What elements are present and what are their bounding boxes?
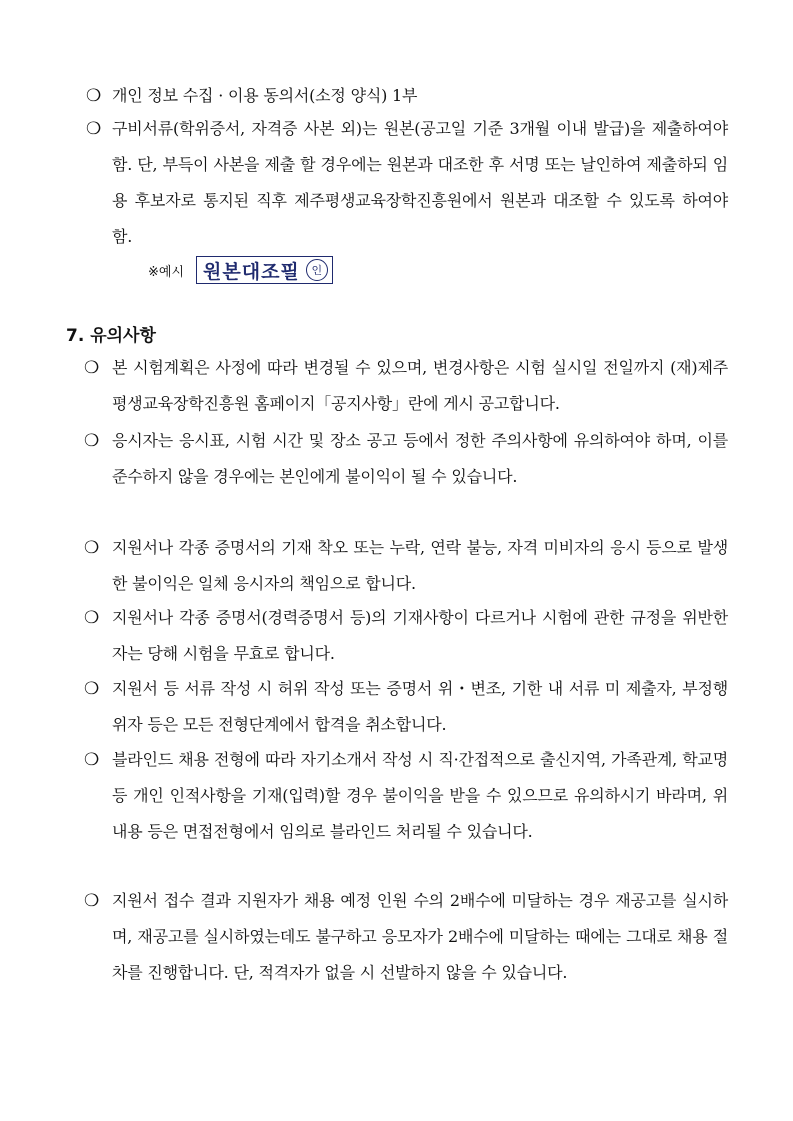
section-heading: 7. 유의사항 [66,326,156,346]
circle-bullet-icon: ❍ [84,608,100,628]
circle-bullet-icon: ❍ [84,538,100,558]
list-item [84,742,728,850]
item-text: 지원서나 각종 증명서(경력증명서 등)의 기재사항이 다르거나 시험에 관한 규정을 위반한 자는 당해 시험을 무효로 합니다. [112,608,728,663]
seal-icon: 인 [306,259,328,281]
circle-bullet-icon: ❍ [84,891,100,911]
item-text: 개인 정보 수집 · 이용 동의서(소정 양식) 1부 [112,86,418,105]
list-item [84,600,728,672]
item-text: 본 시험계획은 사정에 따라 변경될 수 있으며, 변경사항은 시험 실시일 전일까지 (재)제주평생교육장학진흥원 홈페이지「공지사항」란에 게시 공고합니다. [112,358,728,413]
example-label: ※예시 [148,264,185,280]
circle-bullet-icon: ❍ [86,119,102,139]
item-text: 블라인드 채용 전형에 따라 자기소개서 작성 시 직·간접적으로 출신지역, 가족관계, 학교명 등 개인 인적사항을 기재(입력)할 경우 불이익을 받을 수 있으므로 유의하시기 바라며, 위 내용 등은 면접전형에서 임의로 블라인드 처리될 수 있습니다. [112,750,728,841]
circle-bullet-icon: ❍ [84,431,100,451]
list-item [84,530,729,602]
list-item [86,78,728,114]
list-item [84,350,728,422]
item-text: 지원서 접수 결과 지원자가 채용 예정 인원 수의 2배수에 미달하는 경우 재공고를 실시하며, 재공고를 실시하였는데도 불구하고 응모자가 2배수에 미달하는 때에는 그대로 채용 절차를 진행합니다. 단, 적격자가 없을 시 선발하지 않을 수 있습니다. [112,891,728,982]
item-text: 지원서 등 서류 작성 시 허위 작성 또는 증명서 위・변조, 기한 내 서류 미 제출자, 부정행위자 등은 모든 전형단계에서 합격을 취소합니다. [112,679,728,734]
list-item [84,671,728,743]
item-text: 구비서류(학위증서, 자격증 사본 외)는 원본(공고일 기준 3개월 이내 발급)을 제출하여야 함. 단, 부득이 사본을 제출 할 경우에는 원본과 대조한 후 서명 또는 날인하여 제출하되 임용 후보자로 통지된 직후 제주평생교육장학진흥원에서 원본과 대조할 수 있도록 하여야 함. [112,119,728,246]
stamp-text: 원본대조필 [203,260,300,283]
circle-bullet-icon: ❍ [84,358,100,378]
example-row [148,255,333,285]
circle-bullet-icon: ❍ [86,86,102,106]
list-item [86,111,728,255]
item-text: 응시자는 응시표, 시험 시간 및 장소 공고 등에서 정한 주의사항에 유의하여야 하며, 이를 준수하지 않을 경우에는 본인에게 불이익이 될 수 있습니다. [112,431,728,486]
circle-bullet-icon: ❍ [84,750,100,770]
list-item [84,423,728,495]
original-verified-stamp [196,256,333,284]
list-item [84,883,728,991]
item-text: 지원서나 각종 증명서의 기재 착오 또는 누락, 연락 불능, 자격 미비자의 응시 등으로 발생한 불이익은 일체 응시자의 책임으로 합니다. [112,538,729,593]
circle-bullet-icon: ❍ [84,679,100,699]
